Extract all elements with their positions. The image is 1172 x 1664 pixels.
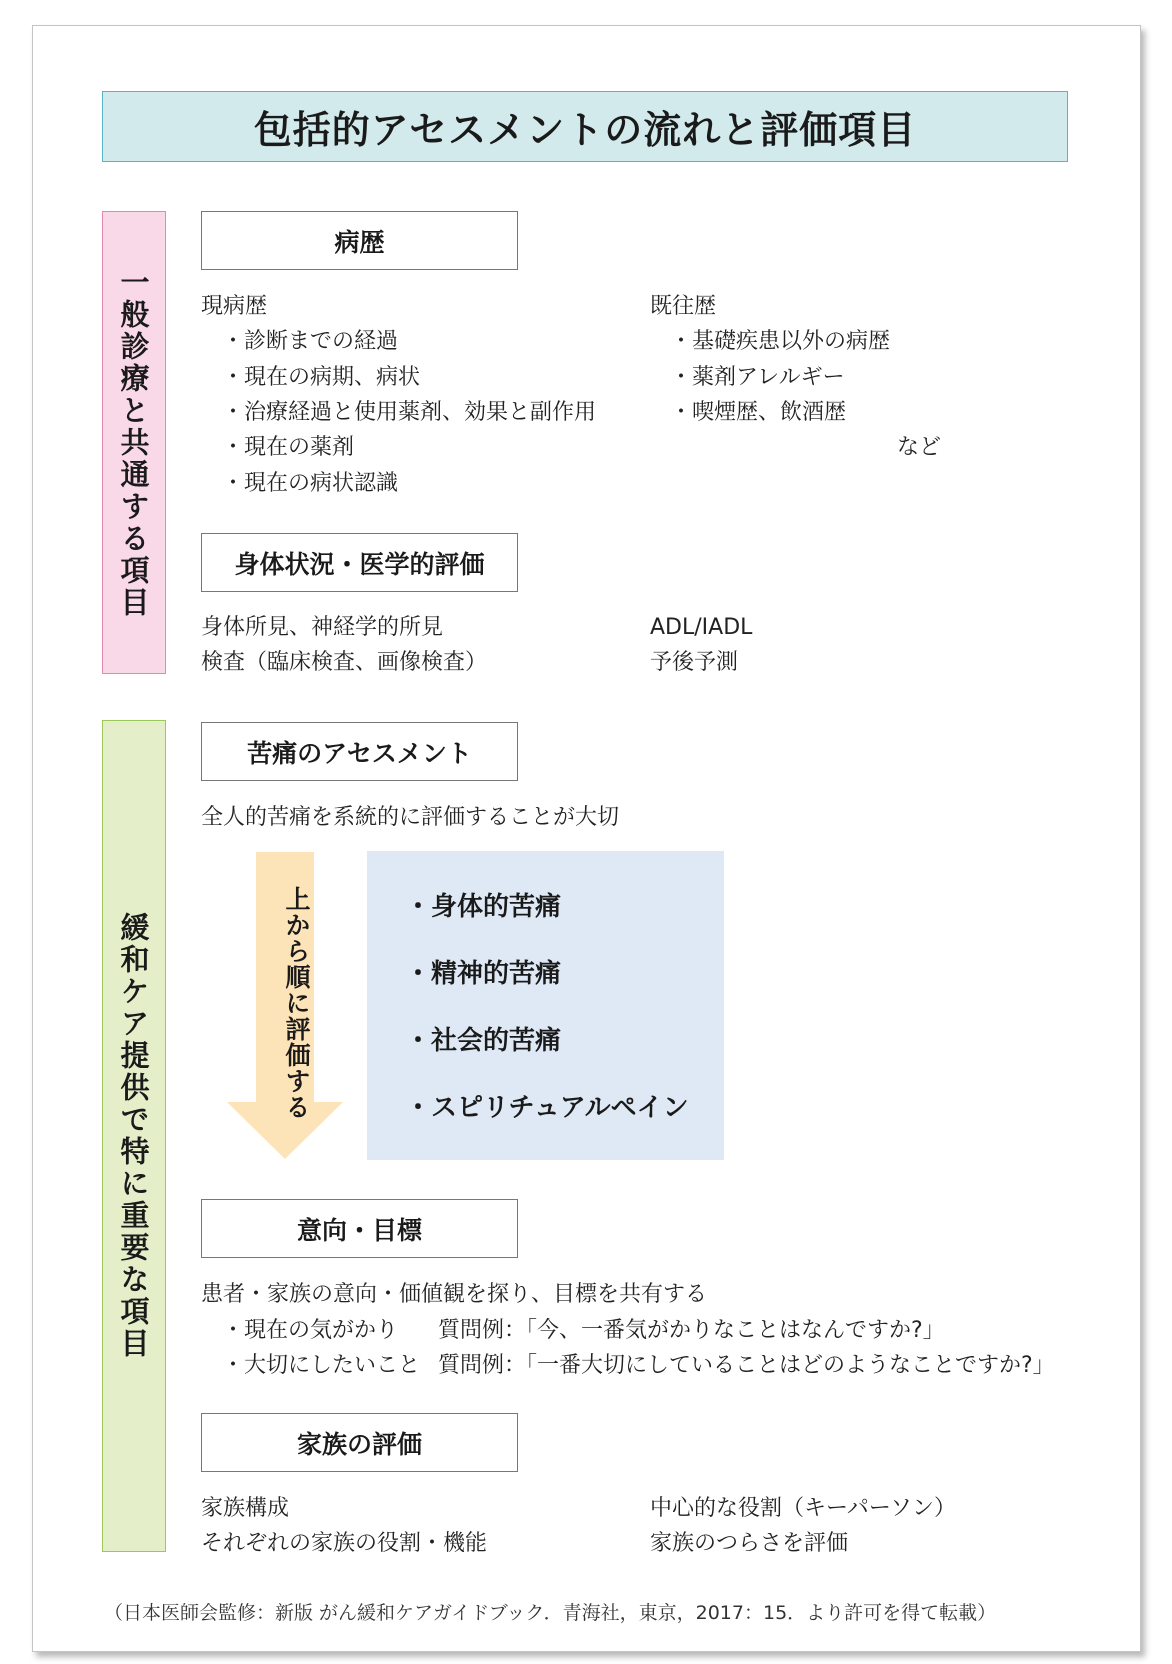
past-history-item: ・薬剤アレルギー: [670, 365, 845, 390]
intention-heading: 意向・目標: [201, 1199, 518, 1258]
present-history-item: ・診断までの経過: [222, 329, 399, 354]
pain-type-item: ・精神的苦痛: [405, 959, 562, 989]
pain-type-item: ・社会的苦痛: [405, 1026, 562, 1056]
arrow-label: 上から順に評価する: [282, 886, 311, 1120]
present-history-item: ・治療経過と使用薬剤、効果と副作用: [222, 400, 597, 425]
citation-footer: （日本医師会監修：新版 がん緩和ケアガイドブック．青海社，東京，2017：15．より許可を得て転載）: [104, 1602, 997, 1624]
intention-item: ・現在の気がかり: [222, 1318, 399, 1343]
pain-intro: 全人的苦痛を系統的に評価することが大切: [201, 805, 620, 830]
pain-heading: 苦痛のアセスメント: [201, 722, 518, 781]
family-right-item: 家族のつらさを評価: [650, 1531, 849, 1556]
history-etc: など: [897, 435, 942, 460]
present-history-item: ・現在の薬剤: [222, 435, 355, 460]
side-label-palliative: 緩和ケア提供で特に重要な項目: [102, 720, 166, 1552]
past-history-title: 既往歴: [650, 294, 717, 319]
family-left-item: 家族構成: [201, 1496, 290, 1521]
physical-left-item: 検査（臨床検査、画像検査）: [201, 650, 488, 675]
document-card: [32, 25, 1141, 1652]
physical-right-item: 予後予測: [650, 650, 739, 675]
family-heading: 家族の評価: [201, 1413, 518, 1472]
physical-right-item: ADL/IADL: [650, 615, 753, 640]
page-title: 包括的アセスメントの流れと評価項目: [102, 91, 1068, 162]
intention-example: 質問例：「今、一番気がかりなことはなんですか?」: [438, 1318, 945, 1343]
pain-type-item: ・身体的苦痛: [405, 892, 562, 922]
side-label-general: 一般診療と共通する項目: [102, 211, 166, 674]
pain-type-item: ・スピリチュアルペイン: [405, 1093, 689, 1123]
past-history-item: ・基礎疾患以外の病歴: [670, 329, 891, 354]
history-heading: 病歴: [201, 211, 518, 270]
intention-intro: 患者・家族の意向・価値観を探り、目標を共有する: [201, 1282, 708, 1307]
present-history-item: ・現在の病状認識: [222, 471, 399, 496]
present-history-item: ・現在の病期、病状: [222, 365, 421, 390]
past-history-item: ・喫煙歴、飲酒歴: [670, 400, 847, 425]
physical-left-item: 身体所見、神経学的所見: [201, 615, 444, 640]
family-right-item: 中心的な役割（キーパーソン）: [650, 1496, 957, 1521]
intention-example: 質問例：「一番大切にしていることはどのようなことですか?」: [438, 1353, 1055, 1378]
intention-item: ・大切にしたいこと: [222, 1353, 421, 1378]
physical-heading: 身体状況・医学的評価: [201, 533, 518, 592]
present-history-title: 現病歴: [201, 294, 268, 319]
family-left-item: それぞれの家族の役割・機能: [201, 1531, 488, 1556]
